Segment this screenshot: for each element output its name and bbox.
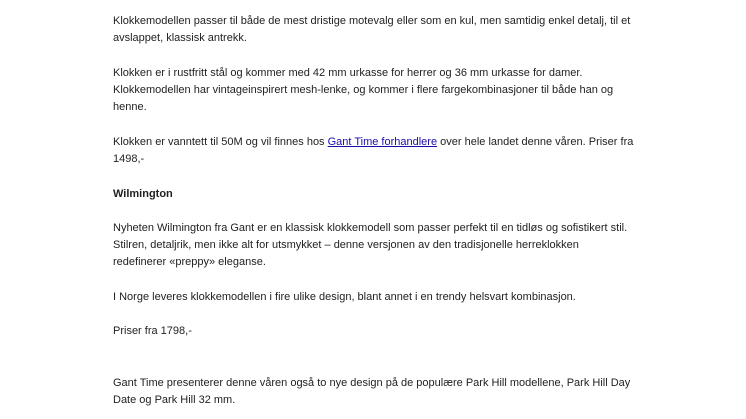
- paragraph-water-resistance: [113, 134, 635, 168]
- paragraph-text: Nyheten Wilmington fra Gant er en klassisk klokkemodell som passer perfekt til en tidløs og sofistikert stil. Stilren, detaljrik, men ikke alt for utsmykket – denne versjonen av den tradisjonelle herreklokken redefinerer «preppy» eleganse.: [113, 222, 628, 268]
- paragraph-norway-designs: [113, 289, 635, 306]
- section-heading-wilmington: [113, 186, 635, 203]
- heading-text: Wilmington: [113, 188, 173, 200]
- paragraph-material: [113, 65, 635, 116]
- paragraph-text-before-link: Klokken er vanntett til 50M og vil finnes hos: [113, 136, 328, 148]
- paragraph-text: Priser fra 1798,-: [113, 325, 192, 337]
- paragraph-style-intro: [113, 13, 635, 47]
- paragraph-wilmington-price: [113, 323, 635, 340]
- paragraph-text: I Norge leveres klokkemodellen i fire ulike design, blant annet i en trendy helsvart kombinasjon.: [113, 291, 576, 303]
- paragraph-wilmington-intro: [113, 220, 635, 271]
- paragraph-text: Klokkemodellen passer til både de mest dristige motevalg eller som en kul, men samtidig enkel detalj, til et avslappet, klassisk antrekk.: [113, 15, 631, 44]
- paragraph-text: Klokken er i rustfritt stål og kommer med 42 mm urkasse for herrer og 36 mm urkasse for damer. Klokkemodellen har vintageinspirert mesh-lenke, og kommer i flere fargekombinasjoner til både han og henne.: [113, 67, 614, 113]
- paragraph-text: Gant Time presenterer denne våren også to nye design på de populære Park Hill modellene, Park Hill Day Date og Park Hill 32 mm.: [113, 377, 631, 406]
- paragraph-park-hill: [113, 375, 635, 409]
- paragraph-text-after-link: over hele landet denne våren. Priser fra 1498,-: [113, 136, 634, 165]
- retailers-link[interactable]: Gant Time forhandlere: [327, 136, 438, 148]
